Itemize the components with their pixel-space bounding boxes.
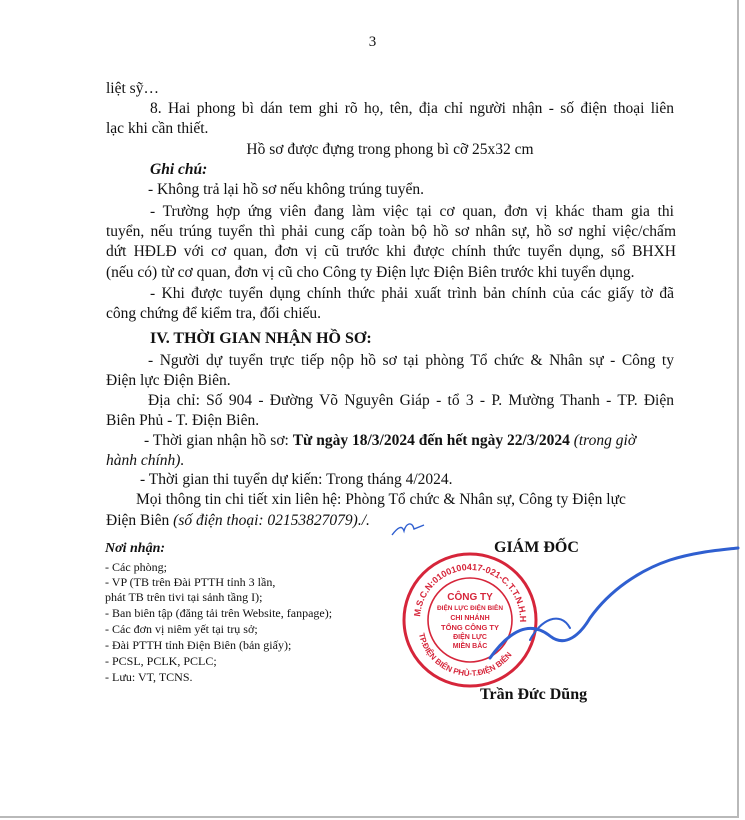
- seal-line: CÔNG TY: [447, 592, 493, 603]
- seal-line: ĐIỆN LỰC ĐIỆN BIÊN: [436, 605, 504, 612]
- note-title: Ghi chú:: [150, 161, 208, 178]
- text-line: Hồ sơ được đựng trong phong bì cỡ 25x32 cm: [246, 141, 534, 158]
- signature-stroke: [470, 540, 740, 690]
- text-line: Điện lực Điện Biên.: [106, 372, 231, 389]
- director-title: GIÁM ĐỐC: [494, 539, 579, 556]
- seal-ring-bottom: TP.ĐIỆN BIÊN PHỦ-T.ĐIỆN BIÊN: [416, 632, 514, 679]
- text-line: liệt sỹ…: [106, 80, 159, 97]
- recipients-title: Nơi nhận:: [105, 541, 166, 556]
- text-line: [144, 431, 714, 451]
- recipient-item: - Ban biên tập (đăng tải trên Website, fanpage);: [105, 606, 333, 620]
- text-line: - Khi được tuyển dụng chính thức phải xuất trình bản chính của các giấy tờ đã: [150, 285, 674, 302]
- text-line: - Người dự tuyển trực tiếp nộp hồ sơ tại phòng Tổ chức & Nhân sự - Công ty: [148, 352, 674, 369]
- recipient-item: phát TB trên tivi tại sảnh tầng I);: [105, 590, 263, 604]
- section-heading: IV. THỜI GIAN NHẬN HỒ SƠ:: [150, 330, 372, 347]
- text-span: Điện Biên: [106, 512, 174, 529]
- initial-mark: [390, 517, 426, 539]
- text-span: (trong giờ: [569, 432, 637, 449]
- text-line: 8. Hai phong bì dán tem ghi rõ họ, tên, địa chỉ người nhận - số điện thoại liên: [150, 100, 674, 117]
- phone-note: (số điện thoại: 02153827079)./.: [173, 512, 370, 529]
- seal-line: ĐIỆN LỰC: [453, 634, 487, 641]
- recipient-item: - Đài PTTH tỉnh Điện Biên (bản giấy);: [105, 638, 292, 652]
- signer-name: Trần Đức Dũng: [480, 686, 588, 703]
- recipient-item: - Các phòng;: [105, 560, 167, 574]
- seal-ring-top: M.S.C.N:0100100417-021-C.T.T.N.H.H: [412, 561, 529, 623]
- text-line: Mọi thông tin chi tiết xin liên hệ: Phòng Tổ chức & Nhân sự, Công ty Điện lực: [136, 491, 626, 508]
- text-line: (nếu có) từ cơ quan, đơn vị cũ cho Công ty Điện lực Điện Biên trước khi tuyển dụng.: [106, 264, 635, 281]
- text-line: hành chính).: [106, 452, 185, 469]
- seal-line: CHI NHÁNH: [450, 615, 490, 622]
- recipient-item: - Lưu: VT, TCNS.: [105, 670, 193, 684]
- text-line: - Thời gian thi tuyển dự kiến: Trong tháng 4/2024.: [140, 471, 453, 488]
- seal-line: TỔNG CÔNG TY: [441, 623, 499, 632]
- text-line: - Không trả lại hồ sơ nếu không trúng tuyển.: [148, 181, 424, 198]
- text-line: lạc khi cần thiết.: [106, 120, 209, 137]
- text-line: công chứng để kiểm tra, đối chiếu.: [106, 305, 322, 322]
- date-range: Từ ngày 18/3/2024 đến hết ngày 22/3/2024: [292, 432, 570, 449]
- recipient-item: - PCSL, PCLK, PCLC;: [105, 654, 217, 668]
- text-line: dứt HĐLĐ với cơ quan, đơn vị cũ trước khi được chính thức tuyển dụng, sổ BHXH: [106, 243, 676, 260]
- recipient-item: - VP (TB trên Đài PTTH tỉnh 3 lần,: [105, 575, 276, 589]
- seal-line: MIỀN BẮC: [452, 643, 488, 650]
- text-line: - Trường hợp ứng viên đang làm việc tại cơ quan, đơn vị khác tham gia thi: [150, 203, 674, 220]
- text-line: Biên Phủ - T. Điện Biên.: [106, 412, 260, 429]
- text-span: - Thời gian nhận hồ sơ:: [144, 432, 293, 449]
- text-line: Địa chỉ: Số 904 - Đường Võ Nguyên Giáp - tổ 3 - P. Mường Thanh - TP. Điện: [148, 392, 674, 409]
- recipient-item: - Các đơn vị niêm yết tại trụ sở;: [105, 622, 258, 636]
- text-line: tuyển, nếu trúng tuyển thì phải cung cấp toàn bộ hồ sơ nhân sự, hồ sơ nghỉ việc/chấm: [106, 223, 676, 240]
- page-number: 3: [368, 34, 377, 50]
